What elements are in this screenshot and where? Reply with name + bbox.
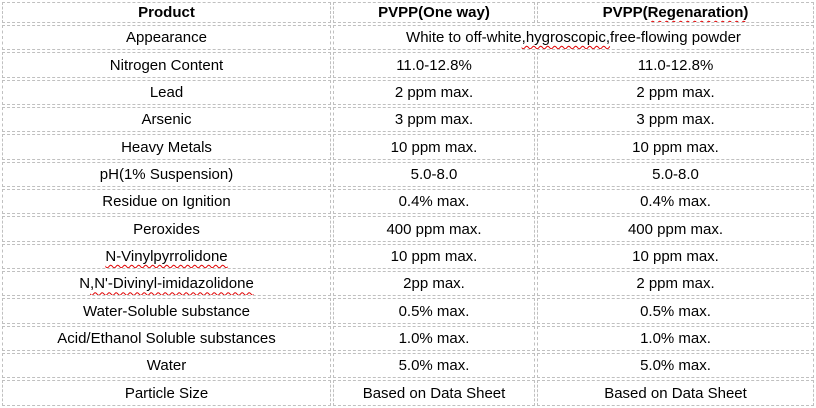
table-row-heavy-metals bbox=[2, 134, 814, 159]
row-label-cell: pH(1% Suspension) bbox=[2, 162, 331, 187]
row-label-cell: Water bbox=[2, 353, 331, 378]
table-row-particle-size bbox=[2, 380, 814, 406]
table-row-peroxides bbox=[2, 216, 814, 241]
row-label-cell bbox=[2, 271, 331, 296]
appearance-value-misspelled-word: ,hygroscopic, bbox=[521, 29, 611, 47]
table-row-arsenic bbox=[2, 107, 814, 132]
regeneration-value-cell: 5.0-8.0 bbox=[537, 162, 814, 187]
table-row-acid-ethanol-soluble bbox=[2, 326, 814, 351]
one-way-value-cell: 11.0-12.8% bbox=[333, 52, 535, 77]
one-way-value-cell: 0.5% max. bbox=[333, 298, 535, 323]
regeneration-value-cell: Based on Data Sheet bbox=[537, 380, 814, 406]
row-label-cell: Water-Soluble substance bbox=[2, 298, 331, 323]
table-row-water-soluble-substance bbox=[2, 298, 814, 323]
table-row-lead bbox=[2, 80, 814, 105]
appearance-value-prefix: White to off-white bbox=[406, 29, 522, 47]
row-label-cell: Nitrogen Content bbox=[2, 52, 331, 77]
row-label-cell: Particle Size bbox=[2, 380, 331, 406]
regeneration-value-cell: 400 ppm max. bbox=[537, 216, 814, 241]
row-label-cell: Heavy Metals bbox=[2, 134, 331, 159]
row-label-cell: Residue on Ignition bbox=[2, 189, 331, 214]
regeneration-value-cell: 11.0-12.8% bbox=[537, 52, 814, 77]
regeneration-value-cell: 10 ppm max. bbox=[537, 134, 814, 159]
table-header-row bbox=[2, 2, 814, 23]
regeneration-header-prefix: PVPP( bbox=[602, 4, 648, 21]
one-way-value-cell: 400 ppm max. bbox=[333, 216, 535, 241]
regeneration-header-misspelled-word: Regenaration) bbox=[647, 4, 749, 21]
table-row-ph-suspension bbox=[2, 162, 814, 187]
one-way-value-cell: 10 ppm max. bbox=[333, 134, 535, 159]
table-row-water bbox=[2, 353, 814, 378]
row-label-cell: Acid/Ethanol Soluble substances bbox=[2, 326, 331, 351]
one-way-value-cell: 5.0% max. bbox=[333, 353, 535, 378]
appearance-value-suffix: free-flowing powder bbox=[610, 29, 741, 47]
col-header-one-way: PVPP(One way) bbox=[333, 2, 535, 23]
one-way-value-cell: 5.0-8.0 bbox=[333, 162, 535, 187]
regeneration-value-cell: 0.5% max. bbox=[537, 298, 814, 323]
one-way-value-cell: 0.4% max. bbox=[333, 189, 535, 214]
row-label-cell: Peroxides bbox=[2, 216, 331, 241]
one-way-value-cell: 1.0% max. bbox=[333, 326, 535, 351]
regeneration-value-cell: 3 ppm max. bbox=[537, 107, 814, 132]
regeneration-value-cell: 5.0% max. bbox=[537, 353, 814, 378]
label-prefix: N bbox=[79, 275, 91, 293]
row-label-cell: Appearance bbox=[2, 25, 331, 50]
appearance-value-cell bbox=[333, 25, 814, 50]
regeneration-value-cell: 2 ppm max. bbox=[537, 80, 814, 105]
table-row-residue-on-ignition bbox=[2, 189, 814, 214]
table-row-divinyl-imidazolidone bbox=[2, 271, 814, 296]
row-label-cell bbox=[2, 244, 331, 269]
table-row-appearance bbox=[2, 25, 814, 50]
one-way-value-cell: 2pp max. bbox=[333, 271, 535, 296]
label-misspelled-word: ,N'-Divinyl-imidazolidone bbox=[90, 275, 254, 293]
row-label-cell: Lead bbox=[2, 80, 331, 105]
one-way-value-cell: Based on Data Sheet bbox=[333, 380, 535, 406]
row-label-cell: Arsenic bbox=[2, 107, 331, 132]
one-way-value-cell: 3 ppm max. bbox=[333, 107, 535, 132]
regeneration-value-cell: 10 ppm max. bbox=[537, 244, 814, 269]
one-way-value-cell: 2 ppm max. bbox=[333, 80, 535, 105]
regeneration-value-cell: 0.4% max. bbox=[537, 189, 814, 214]
regeneration-value-cell: 2 ppm max. bbox=[537, 271, 814, 296]
table-row-n-vinylpyrrolidone bbox=[2, 244, 814, 269]
regeneration-value-cell: 1.0% max. bbox=[537, 326, 814, 351]
label-misspelled-word: N-Vinylpyrrolidone bbox=[105, 247, 228, 265]
col-header-product: Product bbox=[2, 2, 331, 23]
col-header-regeneration bbox=[537, 2, 814, 23]
table-row-nitrogen-content bbox=[2, 52, 814, 77]
one-way-value-cell: 10 ppm max. bbox=[333, 244, 535, 269]
